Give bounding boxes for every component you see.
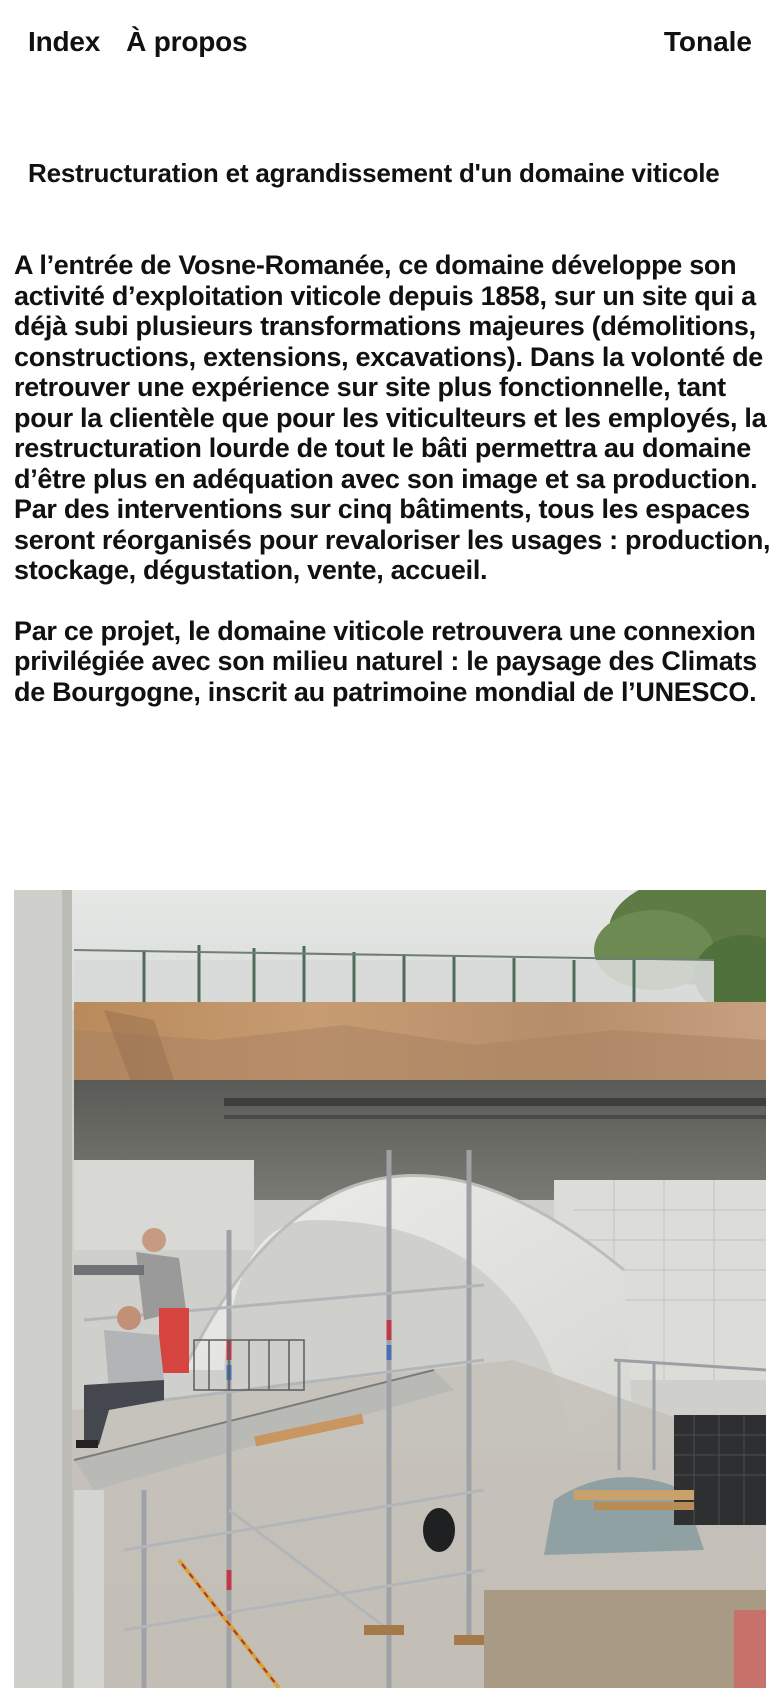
- project-photo: [14, 890, 766, 1688]
- construction-site-image: [14, 890, 766, 1688]
- project-title: Restructuration et agrandissement d'un domaine viticole: [28, 158, 720, 188]
- description-paragraph-2: Par ce projet, le domaine viticole retrouvera une connexion privilégiée avec son milieu naturel : le paysage des Climats de Bourgogne, inscrit au patrimoine mondial de l’UNESCO.: [14, 615, 757, 707]
- nav-links: [28, 26, 247, 58]
- description-paragraph-1: A l’entrée de Vosne-Romanée, ce domaine développe son activité d’exploitation viticole depuis 1858, sur un site qui a déjà subi plusieurs transformations majeures (démolitions, constructions, extensions, excavations). Dans la volonté de retrouver une expérience sur site plus fonctionnelle, tant pour la clientèle que pour les viticulteurs et les employés, la restructuration lourde de tout le bâti permettra au domaine d’être plus en adéquation avec son image et sa production. Par des interventions sur cinq bâtiments, tous les espaces seront réorganisés pour revaloriser les usages : production, stockage, dégustation, vente, accueil.: [14, 250, 771, 585]
- nav-index-link[interactable]: Index: [28, 26, 101, 57]
- top-navigation: [28, 22, 752, 62]
- nav-about-link[interactable]: À propos: [126, 26, 248, 57]
- brand-link[interactable]: Tonale: [663, 26, 752, 57]
- project-description: [14, 250, 774, 737]
